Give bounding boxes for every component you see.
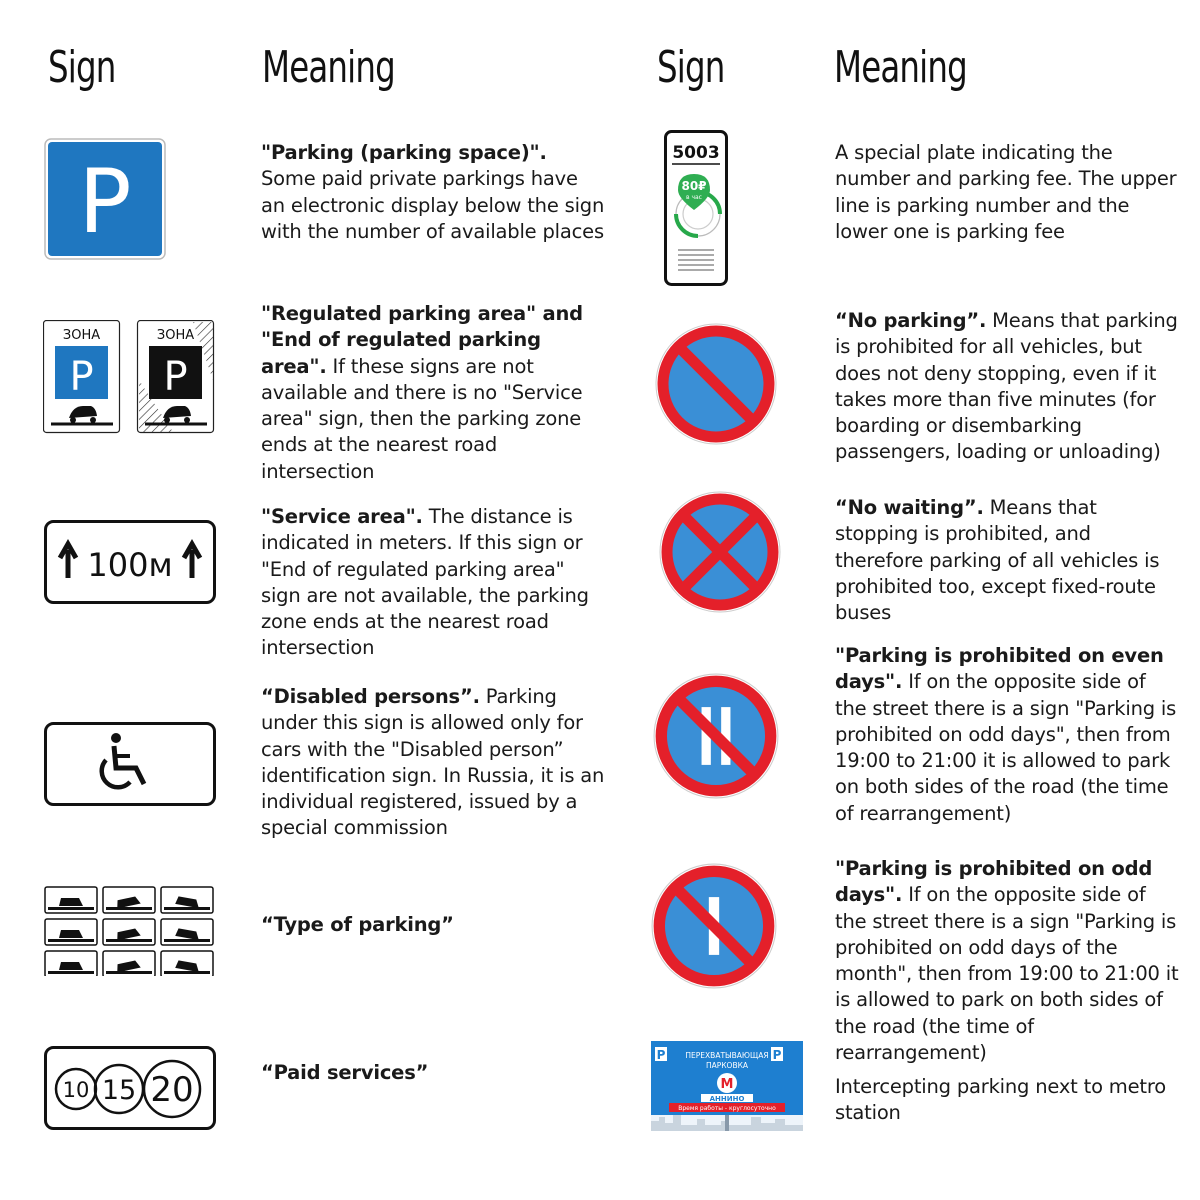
svg-text:в час: в час [686, 194, 702, 201]
svg-text:Время работы - круглосуточно: Время работы - круглосуточно [678, 1105, 776, 1112]
parking-plate-icon [664, 130, 728, 286]
parking-sign-icon [44, 138, 166, 260]
desc-no-waiting: “No waiting”. Means that stopping is prohibited, and therefore parking of all vehicles is prohibited too, except fixed-route buses [835, 496, 1160, 625]
svg-text:АННИНО: АННИНО [709, 1095, 745, 1103]
parking-type-cell [103, 951, 155, 976]
svg-text:ЗОНА: ЗОНА [156, 328, 195, 343]
svg-text:P: P [69, 354, 94, 400]
svg-text:ПЕРЕХВАТЫВАЮЩАЯ: ПЕРЕХВАТЫВАЮЩАЯ [685, 1051, 769, 1060]
desc-parking-plate: A special plate indicating the number and parking fee. The upper line is parking number and the lower one is parking fee [835, 141, 1177, 243]
svg-text:20: 20 [150, 1070, 194, 1110]
header-sign-left: Sign [48, 42, 116, 93]
wheelchair-icon [44, 722, 216, 806]
metro-parking-billboard-icon [651, 1041, 803, 1131]
no-waiting-icon [658, 490, 782, 614]
parking-type-cell [161, 919, 213, 945]
desc-type-of-parking: “Type of parking” [261, 913, 454, 936]
desc-metro-parking: Intercepting parking next to metro station [835, 1075, 1166, 1125]
no-parking-odd-days-icon [650, 862, 778, 990]
svg-text:80₽: 80₽ [681, 179, 707, 193]
desc-parking-space: "Parking (parking space)". Some paid private parkings have an electronic display below the sign with the number of available places [261, 141, 605, 243]
parking-types-icon [44, 886, 216, 976]
parking-type-cell [103, 919, 155, 945]
svg-text:М: М [720, 1077, 734, 1092]
desc-regulated-area: "Regulated parking area" and "End of regulated parking area". If these signs are not available and there is no "Service area" sign, then the parking zone ends at the nearest road intersection [261, 302, 583, 483]
svg-text:10: 10 [62, 1078, 90, 1102]
svg-text:P: P [656, 1048, 666, 1062]
parking-type-cell [161, 887, 213, 913]
header-meaning-right: Meaning [834, 42, 967, 93]
desc-no-parking: “No parking”. Means that parking is prohibited for all vehicles, but does not deny stopping, even if it takes more than five minutes (for boarding or disembarking passengers, loading or unloading) [835, 309, 1178, 464]
paid-services-icon [44, 1046, 216, 1130]
zone-sign-icon [43, 320, 215, 434]
zone-label: ЗОНА [62, 328, 101, 343]
no-parking-even-days-icon [652, 672, 780, 800]
service-area-icon [44, 520, 216, 604]
svg-text:15: 15 [101, 1075, 137, 1106]
no-parking-icon [654, 322, 778, 446]
desc-paid-services: “Paid services” [261, 1061, 429, 1084]
desc-service-area: "Service area". The distance is indicated in meters. If this sign or "End of regulated parking area" sign are not available, the parking zone ends at the nearest road intersection [261, 505, 589, 660]
svg-text:P: P [78, 150, 132, 253]
parking-type-cell [103, 887, 155, 913]
parking-type-cell [45, 919, 97, 945]
desc-disabled: “Disabled persons”. Parking under this sign is allowed only for cars with the "Disabled person” identification sign. In Russia, it is an individual registered, issued by a special commission [261, 685, 605, 840]
header-meaning-left: Meaning [262, 42, 395, 93]
desc-odd-days: "Parking is prohibited on odd days". If on the opposite side of the street there is a sign "Parking is prohibited on odd days of the month", then from 19:00 to 21:00 it is allowed to park on both sides of the road (the time of rearrangement) [835, 857, 1179, 1065]
parking-type-cell [45, 951, 97, 976]
service-distance: 100м [87, 546, 173, 584]
desc-even-days: "Parking is prohibited on even days". If on the opposite side of the street there is a sign "Parking is prohibited on odd days", then from 19:00 to 21:00 it is allowed to park on both sides of the road (the time of rearrangement) [835, 644, 1177, 825]
svg-text:P: P [163, 354, 188, 400]
header-sign-right: Sign [657, 42, 725, 93]
parking-type-cell [45, 887, 97, 913]
parking-type-cell [161, 951, 213, 976]
svg-text:ПАРКОВКА: ПАРКОВКА [705, 1061, 749, 1070]
svg-text:P: P [772, 1048, 782, 1062]
plate-number: 5003 [672, 143, 720, 163]
